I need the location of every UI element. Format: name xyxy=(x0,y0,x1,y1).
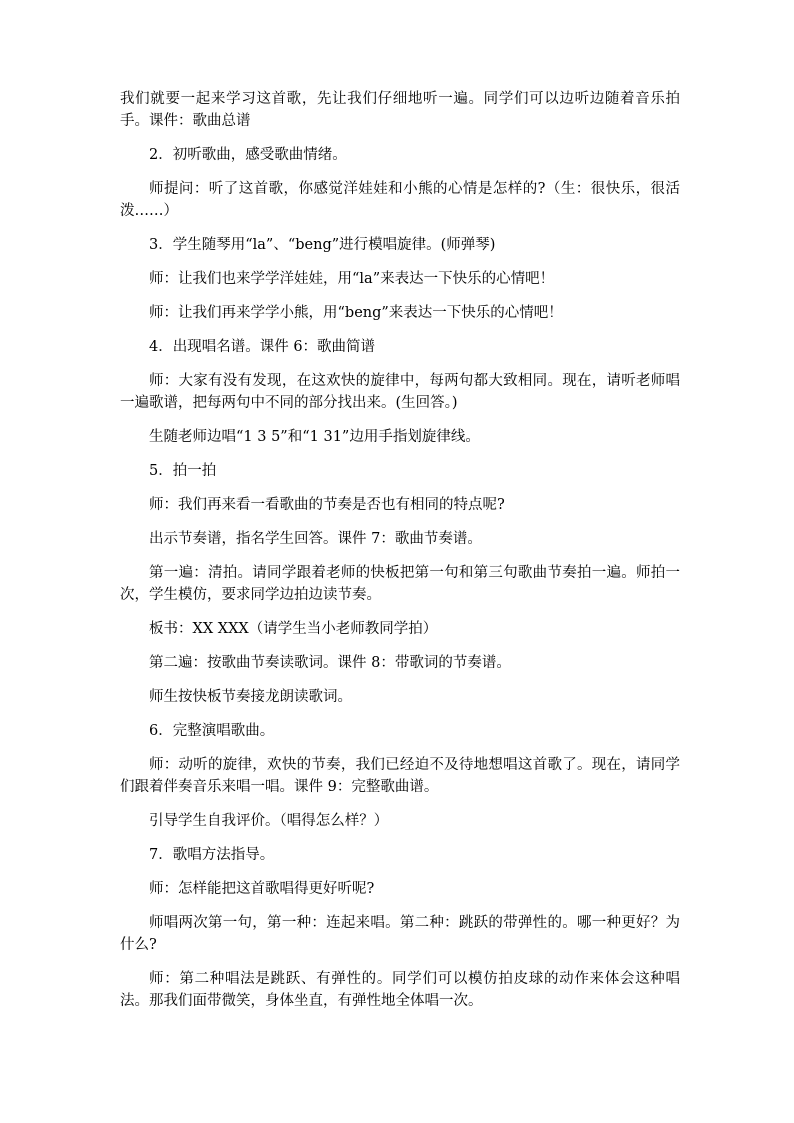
paragraph-bouncy-style: 师：第二种唱法是跳跃、有弹性的。同学们可以模仿拍皮球的动作来体会这种唱法。那我们面带微笑，身体坐直，有弹性地全体唱一次。 xyxy=(120,971,680,1009)
paragraph-la-practice: 师：让我们也来学学洋娃娃，用“la”来表达一下快乐的心情吧！ xyxy=(149,271,555,287)
paragraph-rhythm-score: 出示节奏谱，指名学生回答。课件 7：歌曲节奏谱。 xyxy=(149,531,482,547)
paragraph-full-singing: 师：动听的旋律，欢快的节奏，我们已经迫不及待地想唱这首歌了。现在，请同学们跟着伴奏音乐来唱一唱。课件 9：完整歌曲谱。 xyxy=(120,757,680,795)
paragraph-step-2-heading: 2．初听歌曲，感受歌曲情绪。 xyxy=(149,147,347,163)
paragraph-melody-line: 生随老师边唱“1 3 5”和“1 31”边用手指划旋律线。 xyxy=(149,429,480,445)
paragraph-blackboard: 板书：XX XXX（请学生当小老师教同学拍） xyxy=(149,621,438,637)
paragraph-step-4-heading: 4．出现唱名谱。课件 6：歌曲简谱 xyxy=(149,339,376,355)
paragraph-method-question: 师：怎样能把这首歌唱得更好听呢? xyxy=(149,881,375,897)
paragraph-step-5-heading: 5．拍一拍 xyxy=(149,463,217,479)
paragraph-second-pass: 第二遍：按歌曲节奏读歌词。课件 8：带歌词的节奏谱。 xyxy=(149,655,511,671)
paragraph-step-7-heading: 7．歌唱方法指导。 xyxy=(149,847,275,863)
paragraph-step-3-heading: 3．学生随琴用“la”、“beng”进行模唱旋律。(师弹琴) xyxy=(149,237,496,253)
paragraph-teacher-question: 师提问：听了这首歌，你感觉洋娃娃和小熊的心情是怎样的?（生：很快乐，很活泼……） xyxy=(120,181,680,219)
paragraph-beng-practice: 师：让我们再来学学小熊，用“beng”来表达一下快乐的心情吧！ xyxy=(149,305,563,321)
paragraph-first-pass: 第一遍：清拍。请同学跟着老师的快板把第一句和第三句歌曲节奏拍一遍。师拍一次，学生模仿，要求同学边拍边读节奏。 xyxy=(120,565,680,603)
paragraph-find-differences: 师：大家有没有发现，在这欢快的旋律中，每两句都大致相同。现在，请听老师唱一遍歌谱，把每两句中不同的部分找出来。(生回答。) xyxy=(120,373,680,411)
document-body xyxy=(120,88,680,1012)
paragraph-intro: 我们就要一起来学习这首歌，先让我们仔细地听一遍。同学们可以边听边随着音乐拍手。课件：歌曲总谱 xyxy=(120,91,680,129)
paragraph-rhythm-question: 师：我们再来看一看歌曲的节奏是否也有相同的特点呢? xyxy=(149,497,505,513)
paragraph-two-styles: 师唱两次第一句，第一种：连起来唱。第二种：跳跃的带弹性的。哪一种更好？为什么? xyxy=(120,915,680,953)
paragraph-step-6-heading: 6．完整演唱歌曲。 xyxy=(149,723,275,739)
paragraph-self-evaluation: 引导学生自我评价。（唱得怎么样？） xyxy=(149,813,389,829)
paragraph-relay-reading: 师生按快板节奏接龙朗读歌词。 xyxy=(149,689,352,705)
